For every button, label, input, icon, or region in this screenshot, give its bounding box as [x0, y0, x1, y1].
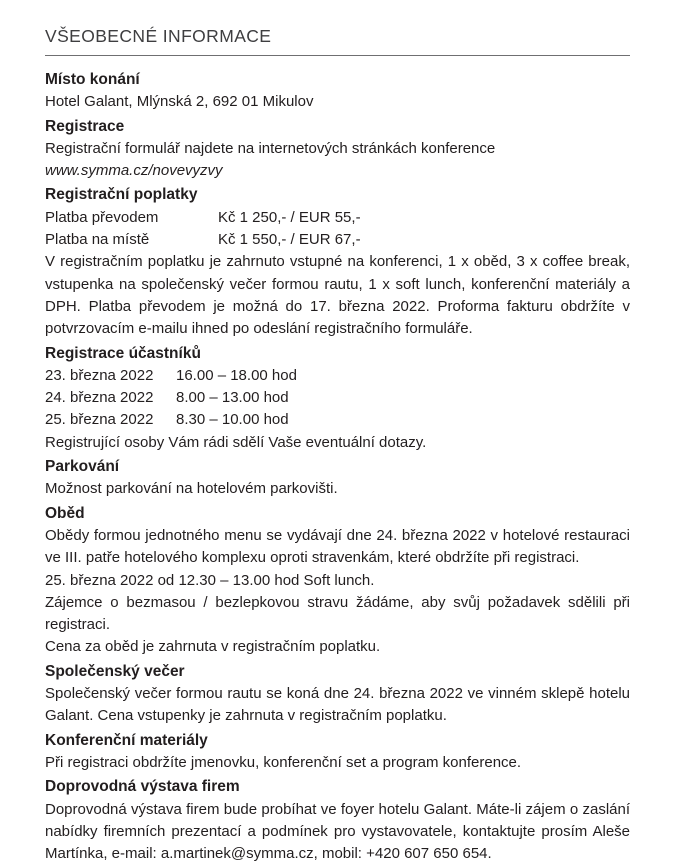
schedule-row: [45, 365, 630, 387]
schedule-date: 25. března 2022: [45, 409, 176, 431]
lunch-price-note: Cena za oběd je zahrnuta v registračním poplatku.: [45, 636, 630, 658]
schedule-date: 23. března 2022: [45, 365, 176, 387]
schedule-time: 8.30 – 10.00 hod: [176, 409, 286, 431]
section-attendee-registration: [45, 343, 630, 454]
fee-row-onsite: [45, 229, 630, 251]
section-exhibition: [45, 776, 630, 865]
materials-heading: Konferenční materiály: [45, 730, 630, 752]
section-lunch: [45, 503, 630, 659]
schedule-date: 24. března 2022: [45, 387, 176, 409]
fee-label: Platba na místě: [45, 229, 218, 251]
schedule-row: [45, 409, 630, 431]
schedule-row: [45, 387, 630, 409]
attendee-registration-heading: Registrace účastníků: [45, 343, 630, 365]
registration-info: Registrační formulář najdete na internetových stránkách konference: [45, 138, 630, 160]
exhibition-heading: Doprovodná výstava firem: [45, 776, 630, 798]
conference-website-link[interactable]: www.symma.cz/novevyzvy: [45, 160, 630, 182]
lunch-soft-lunch: 25. března 2022 od 12.30 – 13.00 hod Soft lunch.: [45, 570, 630, 592]
registration-heading: Registrace: [45, 116, 630, 138]
attendee-registration-note: Registrující osoby Vám rádi sdělí Vaše eventuální dotazy.: [45, 432, 630, 454]
title-divider: [45, 55, 630, 56]
section-social-evening: [45, 661, 630, 728]
page-title: VŠEOBECNÉ INFORMACE: [45, 26, 630, 46]
social-evening-heading: Společenský večer: [45, 661, 630, 683]
venue-address: Hotel Galant, Mlýnská 2, 692 01 Mikulov: [45, 91, 630, 113]
section-registration: [45, 116, 630, 183]
fees-heading: Registrační poplatky: [45, 184, 630, 206]
parking-info: Možnost parkování na hotelovém parkovišti.: [45, 478, 630, 500]
schedule-time: 8.00 – 13.00 hod: [176, 387, 286, 409]
section-parking: [45, 456, 630, 501]
section-fees: [45, 184, 630, 340]
section-materials: [45, 730, 630, 775]
fee-row-transfer: [45, 207, 630, 229]
fee-value: Kč 1 550,- / EUR 67,-: [218, 229, 630, 251]
lunch-info: Obědy formou jednotného menu se vydávají dne 24. března 2022 v hotelové restauraci ve III. patře hotelového komplexu oproti stravenkám, které obdržíte při registraci.: [45, 525, 630, 570]
lunch-dietary-note: Zájemce o bezmasou / bezlepkovou stravu žádáme, aby svůj požadavek sdělili při registraci.: [45, 592, 630, 637]
section-venue: [45, 69, 630, 114]
fee-value: Kč 1 250,- / EUR 55,-: [218, 207, 630, 229]
parking-heading: Parkování: [45, 456, 630, 478]
exhibition-info: Doprovodná výstava firem bude probíhat ve foyer hotelu Galant. Máte-li zájem o zaslání nabídky firemních prezentací a podmínek pro vystavovatele, kontaktujte prosím Aleše Martínka, e-mail: a.martinek@symma.cz, mobil: +420 607 650 654.: [45, 799, 630, 865]
schedule-time: 16.00 – 18.00 hod: [176, 365, 286, 387]
social-evening-info: Společenský večer formou rautu se koná dne 24. března 2022 ve vinném sklepě hotelu Galant. Cena vstupenky je zahrnuta v registračním poplatku.: [45, 683, 630, 728]
fee-label: Platba převodem: [45, 207, 218, 229]
lunch-heading: Oběd: [45, 503, 630, 525]
venue-heading: Místo konání: [45, 69, 630, 91]
fees-note: V registračním poplatku je zahrnuto vstupné na konferenci, 1 x oběd, 3 x coffee break, vstupenka na společenský večer formou rautu, 1 x soft lunch, konferenční materiály a DPH. Platba převodem je možná do 17. března 2022. Proforma fakturu obdržíte v potvrzovacím e-mailu ihned po odeslání registračního formuláře.: [45, 251, 630, 340]
materials-info: Při registraci obdržíte jmenovku, konferenční set a program konference.: [45, 752, 630, 774]
